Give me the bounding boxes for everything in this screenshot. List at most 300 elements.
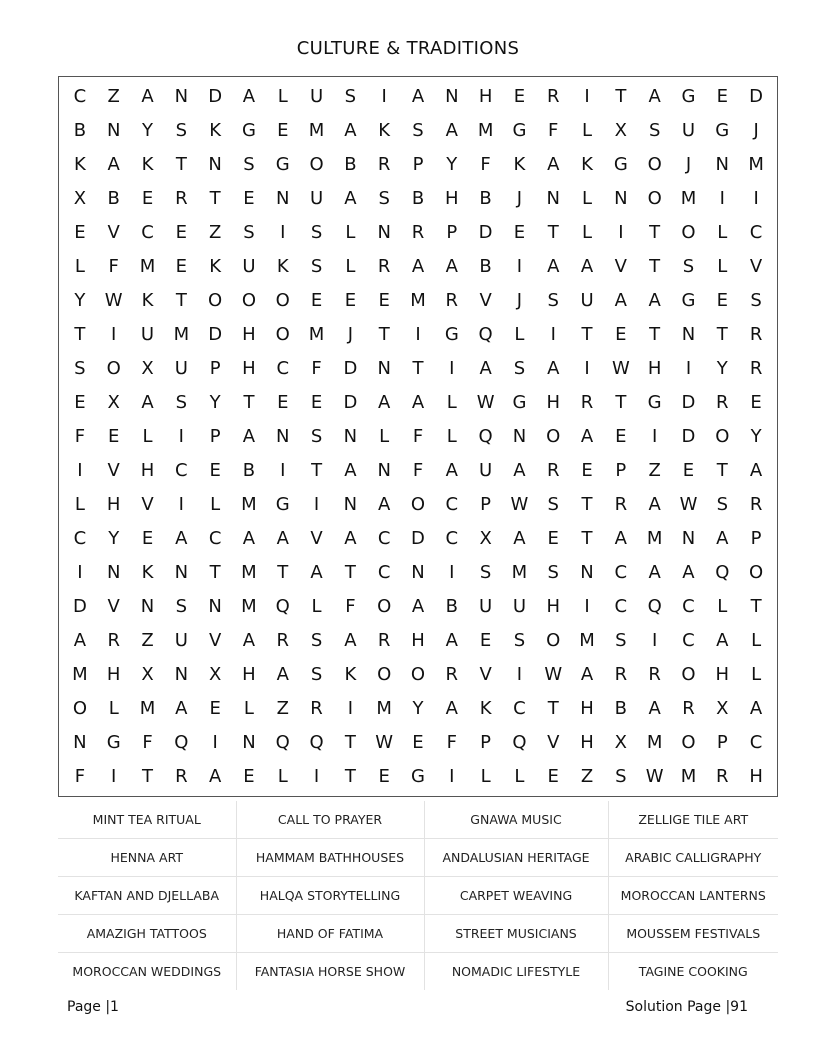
grid-letter: P [480, 732, 492, 754]
grid-letter: A [344, 187, 357, 209]
grid-letter: H [106, 664, 121, 686]
grid-letter: Q [478, 323, 493, 345]
grid-letter: N [512, 425, 527, 447]
word-list-item: MINT TEA RITUAL [58, 801, 236, 839]
grid-letter: Q [275, 732, 290, 754]
grid-letter: I [381, 85, 387, 107]
grid-letter: R [749, 494, 763, 516]
grid-letter: O [275, 289, 290, 311]
grid-letter: X [716, 698, 729, 720]
grid-letter: I [313, 494, 320, 516]
grid-letter: A [73, 630, 87, 652]
grid-letter: A [580, 664, 594, 686]
grid-letter: D [343, 357, 358, 379]
grid-letter: M [308, 119, 325, 141]
grid-letter: A [445, 255, 458, 277]
grid-letter: N [377, 221, 391, 243]
grid-letter: C [175, 460, 188, 482]
grid-letter: E [547, 528, 559, 550]
grid-letter: L [243, 698, 254, 720]
grid-letter: O [377, 596, 392, 618]
grid-letter: X [479, 528, 492, 550]
grid-letter: Y [142, 119, 154, 141]
grid-letter: I [178, 425, 184, 447]
grid-letter: A [175, 528, 188, 550]
grid-letter: H [445, 187, 459, 209]
grid-letter: P [615, 460, 627, 482]
grid-letter: U [580, 289, 594, 311]
grid-letter: L [142, 425, 153, 447]
grid-letter: O [410, 664, 426, 686]
grid-letter: M [173, 323, 190, 345]
grid-letter: K [581, 153, 593, 175]
grid-letter: R [107, 630, 120, 652]
grid-letter: H [106, 494, 121, 516]
grid-letter: T [209, 187, 221, 209]
grid-letter: N [174, 664, 189, 686]
grid-letter: T [344, 766, 356, 788]
grid-letter: L [751, 630, 762, 652]
grid-letter: A [682, 562, 695, 584]
grid-letter: T [615, 85, 627, 107]
grid-letter: E [378, 289, 390, 311]
grid-letter: O [241, 289, 257, 311]
grid-letter: D [72, 596, 87, 618]
grid-letter: A [411, 85, 425, 107]
grid-letter: M [748, 153, 764, 175]
grid-letter: I [516, 664, 523, 686]
grid-letter: T [344, 732, 356, 754]
grid-letter: Y [716, 357, 728, 379]
grid-letter: E [141, 187, 154, 209]
grid-letter: I [111, 323, 117, 345]
grid-letter: A [648, 289, 661, 311]
grid-letter: A [242, 630, 256, 652]
grid-letter: D [208, 323, 223, 345]
grid-letter: G [444, 323, 459, 345]
grid-letter: L [717, 596, 728, 618]
grid-letter: O [309, 153, 324, 175]
grid-letter: T [581, 323, 593, 345]
grid-letter: Q [309, 732, 324, 754]
grid-letter: W [375, 732, 394, 754]
grid-letter: V [208, 630, 222, 652]
grid-letter: T [649, 323, 661, 345]
grid-letter: X [73, 187, 87, 209]
grid-letter: M [241, 494, 257, 516]
grid-letter: T [615, 391, 627, 413]
grid-letter: G [275, 494, 290, 516]
grid-letter: U [681, 119, 696, 141]
grid-letter: J [516, 187, 523, 209]
grid-letter: T [750, 596, 762, 618]
grid-letter: S [310, 255, 323, 277]
grid-letter: R [310, 698, 323, 720]
grid-letter: D [343, 391, 358, 413]
grid-letter: M [680, 187, 697, 209]
grid-letter: I [111, 766, 117, 788]
grid-letter: H [242, 357, 256, 379]
grid-letter: S [479, 562, 492, 584]
grid-letter: H [647, 357, 662, 379]
grid-letter: A [580, 425, 594, 447]
grid-letter: V [547, 732, 560, 754]
grid-letter: O [106, 357, 121, 379]
grid-letter: L [582, 119, 593, 141]
grid-letter: E [412, 732, 424, 754]
grid-letter: I [280, 221, 286, 243]
grid-letter: E [175, 255, 188, 277]
grid-letter: K [276, 255, 289, 277]
grid-letter: F [74, 766, 86, 788]
grid-letter: M [646, 528, 663, 550]
grid-letter: O [546, 425, 561, 447]
grid-letter: N [106, 562, 121, 584]
grid-letter: A [411, 391, 425, 413]
grid-letter: E [175, 221, 188, 243]
grid-letter: T [209, 562, 221, 584]
grid-letter: I [449, 766, 455, 788]
grid-letter: S [513, 630, 526, 652]
grid-letter: O [681, 732, 696, 754]
grid-letter: R [445, 664, 459, 686]
grid-letter: A [547, 357, 560, 379]
grid-letter: O [208, 289, 223, 311]
grid-letter: B [479, 255, 492, 277]
grid-letter: K [209, 119, 222, 141]
grid-letter: A [614, 289, 627, 311]
grid-letter: A [411, 255, 425, 277]
grid-letter: C [513, 698, 526, 720]
grid-letter: L [108, 698, 119, 720]
grid-letter: A [614, 528, 627, 550]
grid-letter: V [107, 596, 120, 618]
grid-letter: Y [412, 698, 424, 720]
grid-letter: L [311, 596, 322, 618]
grid-letter: H [749, 766, 763, 788]
grid-letter: E [243, 766, 255, 788]
grid-letter: V [141, 494, 154, 516]
grid-letter: C [682, 630, 695, 652]
grid-letter: R [411, 221, 425, 243]
grid-letter: P [209, 425, 221, 447]
word-list-item: KAFTAN AND DJELLABA [58, 877, 236, 915]
grid-letter: A [276, 664, 289, 686]
grid-letter: A [648, 698, 661, 720]
grid-letter: N [411, 562, 425, 584]
grid-letter: E [209, 698, 221, 720]
grid-letter: N [73, 732, 87, 754]
grid-letter: D [478, 221, 493, 243]
grid-letter: X [614, 732, 628, 754]
solution-page-reference: Solution Page |91 [625, 999, 748, 1015]
grid-letter: I [449, 562, 455, 584]
grid-letter: M [72, 664, 88, 686]
grid-letter: L [717, 255, 728, 277]
letter-grid [58, 76, 778, 797]
grid-letter: F [412, 425, 424, 447]
page-number: Page |1 [67, 999, 119, 1015]
grid-letter: I [347, 698, 354, 720]
grid-letter: H [478, 85, 493, 107]
grid-letter: A [242, 425, 256, 447]
grid-letter: P [716, 732, 728, 754]
grid-letter: H [546, 596, 560, 618]
grid-letter: K [344, 664, 357, 686]
grid-letter: O [647, 187, 662, 209]
grid-letter: A [344, 630, 357, 652]
grid-letter: P [412, 153, 424, 175]
word-list-item: CARPET WEAVING [424, 877, 608, 915]
grid-letter: R [276, 630, 289, 652]
grid-letter: V [310, 528, 323, 550]
grid-letter: O [410, 494, 426, 516]
grid-letter: A [344, 460, 357, 482]
grid-letter: N [377, 460, 391, 482]
grid-letter: A [344, 528, 357, 550]
grid-letter: I [77, 562, 83, 584]
grid-letter: E [615, 425, 627, 447]
grid-letter: B [73, 119, 87, 141]
grid-letter: G [613, 153, 628, 175]
grid-letter: B [411, 187, 425, 209]
grid-letter: Q [174, 732, 189, 754]
grid-letter: W [544, 664, 563, 686]
grid-letter: F [142, 732, 153, 754]
grid-letter: S [682, 255, 695, 277]
grid-letter: A [276, 528, 289, 550]
grid-letter: G [681, 289, 696, 311]
grid-letter: N [106, 119, 121, 141]
grid-letter: H [242, 323, 256, 345]
grid-letter: R [546, 85, 560, 107]
grid-letter: F [311, 357, 322, 379]
word-list-table [58, 801, 778, 990]
grid-letter: Y [209, 391, 221, 413]
grid-letter: C [614, 596, 628, 618]
grid-letter: K [141, 153, 154, 175]
word-list-item: CALL TO PRAYER [236, 801, 424, 839]
grid-letter: N [715, 153, 730, 175]
grid-letter: W [645, 766, 664, 788]
grid-letter: Z [648, 460, 661, 482]
grid-letter: A [107, 153, 120, 175]
grid-letter: P [209, 357, 221, 379]
grid-letter: D [749, 85, 764, 107]
grid-letter: E [716, 85, 728, 107]
grid-letter: M [241, 596, 257, 618]
grid-letter: X [141, 664, 154, 686]
grid-letter: S [547, 289, 559, 311]
grid-letter: R [716, 766, 729, 788]
grid-letter: Y [750, 425, 762, 447]
grid-letter: Y [74, 289, 86, 311]
grid-letter: A [547, 153, 560, 175]
grid-letter: S [716, 494, 728, 516]
grid-letter: E [682, 460, 695, 482]
grid-letter: N [208, 153, 222, 175]
grid-letter: A [344, 119, 357, 141]
grid-letter: T [547, 221, 559, 243]
grid-letter: I [584, 357, 590, 379]
grid-letter: A [445, 698, 458, 720]
grid-letter: I [313, 766, 320, 788]
grid-letter: N [445, 85, 459, 107]
grid-letter: F [446, 732, 457, 754]
grid-letter: X [614, 119, 628, 141]
grid-letter: J [516, 289, 523, 311]
word-list-item: HAND OF FATIMA [236, 915, 424, 953]
grid-letter: F [480, 153, 491, 175]
grid-letter: G [647, 391, 662, 413]
grid-letter: A [648, 494, 661, 516]
grid-letter: U [479, 460, 493, 482]
grid-letter: L [514, 323, 525, 345]
grid-letter: T [175, 153, 187, 175]
grid-letter: N [276, 187, 290, 209]
grid-letter: M [680, 766, 697, 788]
grid-letter: Q [647, 596, 662, 618]
grid-letter: O [681, 664, 696, 686]
grid-letter: L [514, 766, 525, 788]
grid-letter: N [580, 562, 594, 584]
grid-letter: R [377, 153, 391, 175]
grid-letter: Z [276, 698, 289, 720]
grid-letter: I [550, 323, 556, 345]
grid-letter: K [378, 119, 391, 141]
grid-letter: U [512, 596, 527, 618]
grid-letter: R [749, 323, 763, 345]
grid-letter: F [345, 596, 356, 618]
grid-letter: O [377, 664, 392, 686]
grid-letter: A [141, 85, 154, 107]
grid-letter: M [410, 289, 426, 311]
grid-letter: E [141, 528, 154, 550]
word-list-item: TAGINE COOKING [638, 964, 748, 979]
grid-letter: E [513, 85, 526, 107]
grid-letter: C [614, 562, 628, 584]
grid-letter: M [579, 630, 595, 652]
grid-letter: A [580, 255, 594, 277]
word-list-item: MOROCCAN WEDDINGS [58, 953, 236, 991]
grid-letter: V [614, 255, 627, 277]
grid-letter: S [648, 119, 661, 141]
grid-letter: G [715, 119, 730, 141]
grid-letter: H [580, 698, 594, 720]
grid-letter: M [376, 698, 392, 720]
grid-letter: J [347, 323, 354, 345]
word-list-item: ZELLIGE TILE ART [608, 801, 778, 839]
grid-letter: C [377, 528, 391, 550]
grid-letter: P [480, 494, 492, 516]
grid-letter: B [614, 698, 628, 720]
grid-letter: A [378, 494, 391, 516]
grid-letter: S [74, 357, 86, 379]
grid-letter: A [716, 630, 729, 652]
grid-letter: I [516, 255, 523, 277]
grid-letter: I [652, 425, 658, 447]
grid-letter: S [378, 187, 390, 209]
grid-letter: R [749, 357, 763, 379]
grid-letter: B [445, 596, 458, 618]
grid-letter: A [648, 562, 661, 584]
grid-letter: S [615, 766, 627, 788]
grid-letter: M [646, 732, 663, 754]
grid-letter: C [73, 85, 87, 107]
grid-letter: N [681, 323, 696, 345]
grid-letter: T [412, 357, 424, 379]
grid-letter: T [716, 323, 728, 345]
grid-letter: M [308, 323, 325, 345]
grid-letter: L [210, 494, 221, 516]
grid-letter: M [477, 119, 494, 141]
grid-letter: K [209, 255, 222, 277]
word-list-item: MOUSSEM FESTIVALS [608, 915, 778, 953]
grid-letter: I [685, 357, 692, 379]
grid-letter: E [344, 289, 357, 311]
grid-letter: N [681, 528, 696, 550]
grid-letter: E [209, 460, 221, 482]
grid-letter: I [449, 357, 455, 379]
grid-letter: C [208, 528, 222, 550]
word-list-item: MOROCCAN LANTERNS [608, 877, 778, 915]
grid-letter: X [107, 391, 120, 413]
word-list-row [58, 953, 778, 991]
grid-letter: A [208, 766, 222, 788]
grid-letter: S [615, 630, 627, 652]
grid-letter: W [679, 494, 698, 516]
grid-letter: G [241, 119, 256, 141]
grid-letter: M [139, 255, 156, 277]
grid-letter: H [140, 460, 155, 482]
word-list-item: HAMMAM BATHHOUSES [236, 839, 424, 877]
grid-letter: P [750, 528, 762, 550]
grid-letter: W [476, 391, 495, 413]
grid-letter: T [344, 562, 356, 584]
grid-letter: T [581, 528, 593, 550]
grid-letter: T [716, 460, 728, 482]
grid-letter: R [614, 494, 628, 516]
grid-letter: A [445, 119, 458, 141]
grid-letter: L [379, 425, 390, 447]
grid-letter: E [716, 289, 728, 311]
grid-letter: A [378, 391, 391, 413]
grid-letter: C [276, 357, 290, 379]
grid-letter: F [548, 119, 559, 141]
grid-letter: A [175, 698, 188, 720]
grid-letter: L [74, 255, 85, 277]
grid-letter: N [242, 732, 256, 754]
grid-letter: H [411, 630, 425, 652]
grid-letter: A [479, 357, 492, 379]
grid-letter: T [243, 391, 255, 413]
grid-letter: W [104, 289, 123, 311]
puzzle-title: CULTURE & TRADITIONS [296, 38, 520, 59]
grid-letter: R [175, 766, 188, 788]
grid-letter: L [277, 85, 288, 107]
grid-letter: G [512, 119, 527, 141]
grid-letter: L [751, 664, 762, 686]
grid-letter: I [212, 732, 218, 754]
grid-letter: V [479, 289, 492, 311]
grid-letter: O [72, 698, 87, 720]
word-list-item: HALQA STORYTELLING [236, 877, 424, 915]
grid-letter: H [715, 664, 730, 686]
grid-letter: V [107, 460, 120, 482]
grid-letter: U [309, 187, 324, 209]
grid-letter: A [242, 85, 256, 107]
grid-letter: N [614, 187, 628, 209]
